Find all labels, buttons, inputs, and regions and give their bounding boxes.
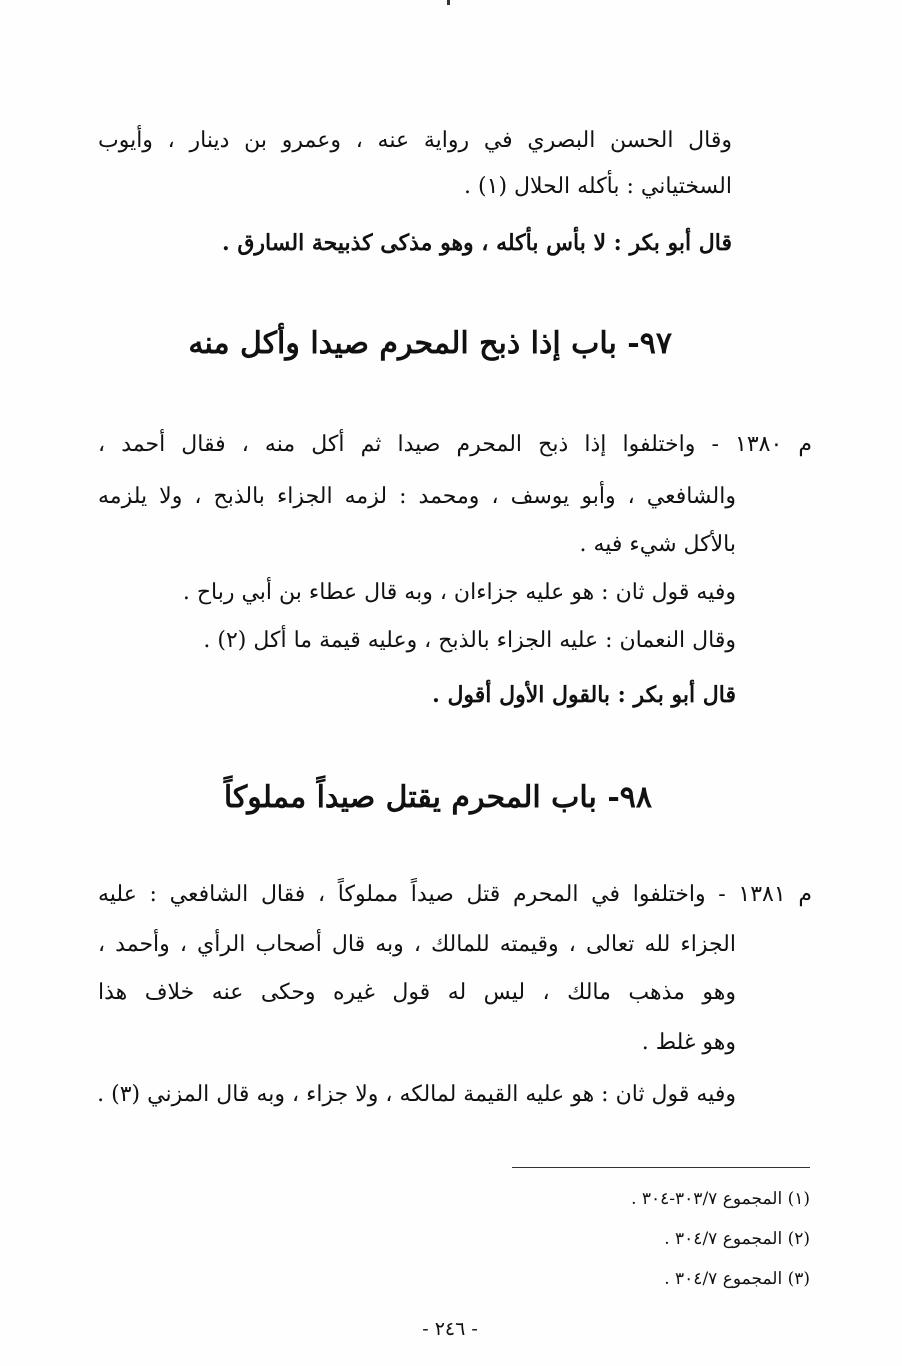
chapter-heading: ٩٨- باب المحرم يقتل صيداً مملوكاً [223,780,652,815]
paragraph-line: السختياني : بأكله الحلال (١) . [464,174,732,199]
paragraph-line: وقال الحسن البصري في رواية عنه ، وعمرو بن دينار ، وأيوب [98,128,732,153]
entry-line: وهو غلط . [641,1030,736,1055]
entry-line: وهو مذهب مالك ، ليس له قول غيره وحكى عنه خلاف هذا [98,980,736,1005]
ruling-line: قال أبو بكر : لا بأس بأكله ، وهو مذكى كذبيحة السارق . [222,230,732,256]
entry-line: م ١٣٨٠ - واختلفوا إذا ذبح المحرم صيدا ثم أكل منه ، فقال أحمد ، [98,432,812,457]
footnote: (٢) المجموع ٣٠٤/٧ . [664,1229,810,1249]
entry-line: م ١٣٨١ - واختلفوا في المحرم قتل صيداً مملوكاً ، فقال الشافعي : عليه [98,882,812,907]
entry-line: وفيه قول ثان : هو عليه جزاءان ، وبه قال عطاء بن أبي رباح . [182,580,736,605]
entry-line: الجزاء لله تعالى ، وقيمته للمالك ، وبه قال أصحاب الرأي ، وأحمد ، [98,932,736,957]
entry-line: بالأكل شيء فيه . [579,532,736,557]
footnote-separator [512,1167,810,1168]
top-mark [447,0,450,5]
footnote: (٣) المجموع ٣٠٤/٧ . [664,1269,810,1289]
chapter-heading: ٩٧- باب إذا ذبح المحرم صيدا وأكل منه [188,326,672,361]
entry-line: والشافعي ، وأبو يوسف ، ومحمد : لزمه الجزاء بالذبح ، ولا يلزمه [98,484,736,509]
footnote: (١) المجموع ٣٠٣/٧-٣٠٤ . [631,1189,810,1209]
ruling-line: قال أبو بكر : بالقول الأول أقول . [432,682,736,708]
entry-line: وفيه قول ثان : هو عليه القيمة لمالكه ، ولا جزاء ، وبه قال المزني (٣) . [97,1082,736,1107]
entry-line: وقال النعمان : عليه الجزاء بالذبح ، وعليه قيمة ما أكل (٢) . [203,628,736,653]
page-number: - ٢٤٦ - [422,1318,478,1340]
